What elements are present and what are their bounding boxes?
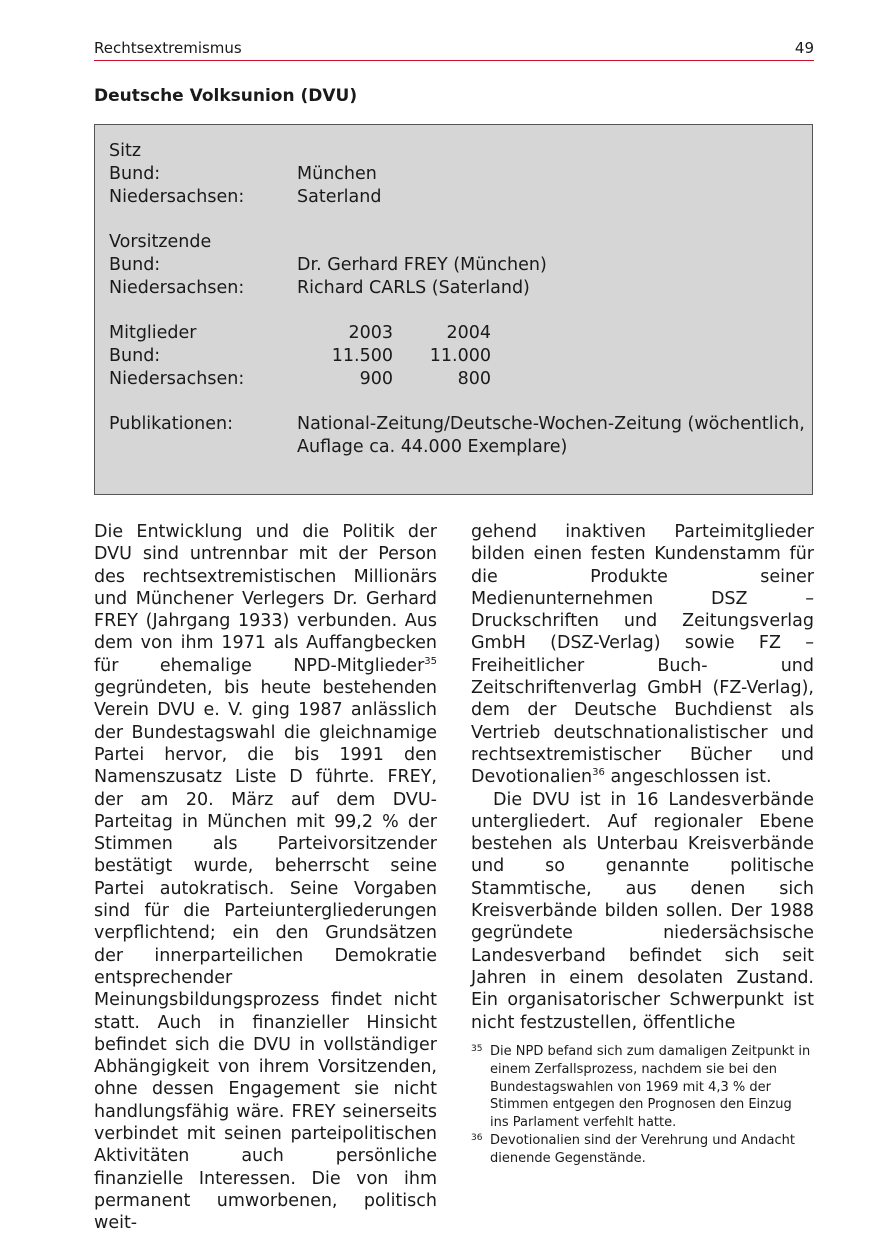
- body-text: gehend inaktiven Parteimitglieder bilden einen festen Kundenstamm für die Produkte seiner Medienunternehmen DSZ – Druckschriften und Zeitungsverlag GmbH (DSZ-Verlag) sowie FZ – Freiheitlicher Buch- und Zeitschriftenverlag GmbH (FZ-Verlag), dem der Deutsche Buchdienst als Vertrieb deutschnationalistischer und rechtsextremistischer Bücher und Devotionalien: [471, 522, 814, 788]
- body-column-left: [94, 521, 437, 1235]
- footnote-36: [471, 1132, 814, 1168]
- running-header: [94, 38, 814, 61]
- year-2003-header: 2003: [348, 323, 393, 343]
- footnotes: [471, 1043, 814, 1168]
- footnote-ref-36: 36: [592, 767, 605, 779]
- year-2004-header: 2004: [446, 323, 491, 343]
- body-paragraph: [94, 521, 437, 1235]
- sitz-nds-label: Niedersachsen:: [109, 186, 245, 207]
- footnote-text: Die NPD befand sich zum damaligen Zeitpunkt in einem Zerfallsprozess, nachdem sie bei den Bundestagswahlen von 1969 mit 4,3 % der Stimmen entgegen den Prognosen den Einzug ins Parlament verfehlt hatte.: [490, 1044, 811, 1131]
- mitglieder-nds-2004: 800: [457, 368, 491, 389]
- body-column-right: [471, 521, 814, 1034]
- body-text: gegründeten, bis heute bestehenden Verein DVU e. V. ging 1987 anlässlich der Bundestagswahl die gleichnamige Partei hervor, die bis 1991 den Namenszusatz Liste D führte. FREY, der am 20. März auf dem DVU-Parteitag in München mit 99,2 % der Stimmen als Parteivorsitzender bestätigt wurde, beherrscht seine Partei autokratisch. Seine Vorgaben sind für die Parteiuntergliederungen verpflichtend; ein den Grundsätzen der innerparteilichen Demokratie entsprechender Meinungsbildungsprozess findet nicht statt. Auch in finanzieller Hinsicht befindet sich die DVU in vollständiger Abhängigkeit von ihrem Vorsitzenden, ohne dessen Engagement sie nicht handlungsfähig wäre. FREY seinerseits verbindet mit seinen parteipolitischen Aktivitäten auch persönliche finanzielle Interessen. Die von ihm permanent umworbenen, politisch weit-: [94, 678, 437, 1234]
- footnote-mark: 36: [471, 1132, 483, 1143]
- footnote-mark: 35: [471, 1044, 483, 1054]
- section-title: Deutsche Volksunion (DVU): [94, 86, 358, 106]
- vorsitzende-block: [109, 231, 802, 299]
- body-text: Die Entwicklung und die Politik der DVU sind untrennbar mit der Person des rechtsextremistischen Millionärs und Münchener Verlegers Dr. Gerhard FREY (Jahrgang 1933) verbunden. Aus dem von ihm 1971 als Auffangbecken für ehemalige NPD-Mitglieder: [94, 522, 437, 676]
- mitglieder-block: [109, 322, 802, 390]
- mitglieder-bund-2003: 11.500: [331, 345, 393, 366]
- mitglieder-nds-label: Niedersachsen:: [109, 368, 245, 389]
- body-paragraph: Die DVU ist in 16 Landesverbände untergliedert. Auf regionaler Ebene bestehen als Unterbau Kreisverbände und so genannte politische Stammtische, aus denen sich Kreisverbände bilden sollen. Der 1988 gegründete niedersächsische Landesverband befindet sich seit Jahren in einem desolaten Zustand. Ein organisatorischer Schwerpunkt ist nicht festzustellen, öffentliche: [471, 789, 814, 1033]
- vorsitzende-bund-label: Bund:: [109, 254, 161, 275]
- footnote-text: Devotionalien sind der Verehrung und Andacht dienende Gegenstände.: [490, 1132, 795, 1166]
- sitz-nds-value: Saterland: [297, 186, 382, 207]
- footnote-ref-35: 35: [424, 655, 437, 667]
- sitz-heading: Sitz: [109, 141, 142, 161]
- page-number: 49: [794, 39, 814, 57]
- mitglieder-heading: Mitglieder: [109, 323, 197, 343]
- publikationen-value: National-Zeitung/Deutsche-Wochen-Zeitung (wöchentlich, Auflage ca. 44.000 Exemplare): [297, 414, 805, 457]
- footnote-35: [471, 1043, 814, 1132]
- dvu-info-box: [94, 124, 813, 495]
- header-title: Rechtsextremismus: [94, 39, 242, 57]
- body-paragraph: [471, 521, 814, 789]
- body-text: angeschlossen ist.: [604, 767, 772, 788]
- sitz-bund-label: Bund:: [109, 163, 161, 184]
- vorsitzende-nds-label: Niedersachsen:: [109, 277, 245, 298]
- sitz-block: [109, 140, 802, 208]
- publikationen-label: Publikationen:: [109, 414, 233, 434]
- mitglieder-bund-2004: 11.000: [429, 345, 491, 366]
- vorsitzende-bund-value: Dr. Gerhard FREY (München): [297, 254, 547, 275]
- vorsitzende-heading: Vorsitzende: [109, 232, 212, 252]
- vorsitzende-nds-value: Richard CARLS (Saterland): [297, 277, 530, 298]
- mitglieder-bund-label: Bund:: [109, 345, 161, 366]
- publikationen-block: [109, 413, 805, 459]
- sitz-bund-value: München: [297, 163, 377, 184]
- mitglieder-nds-2003: 900: [359, 368, 393, 389]
